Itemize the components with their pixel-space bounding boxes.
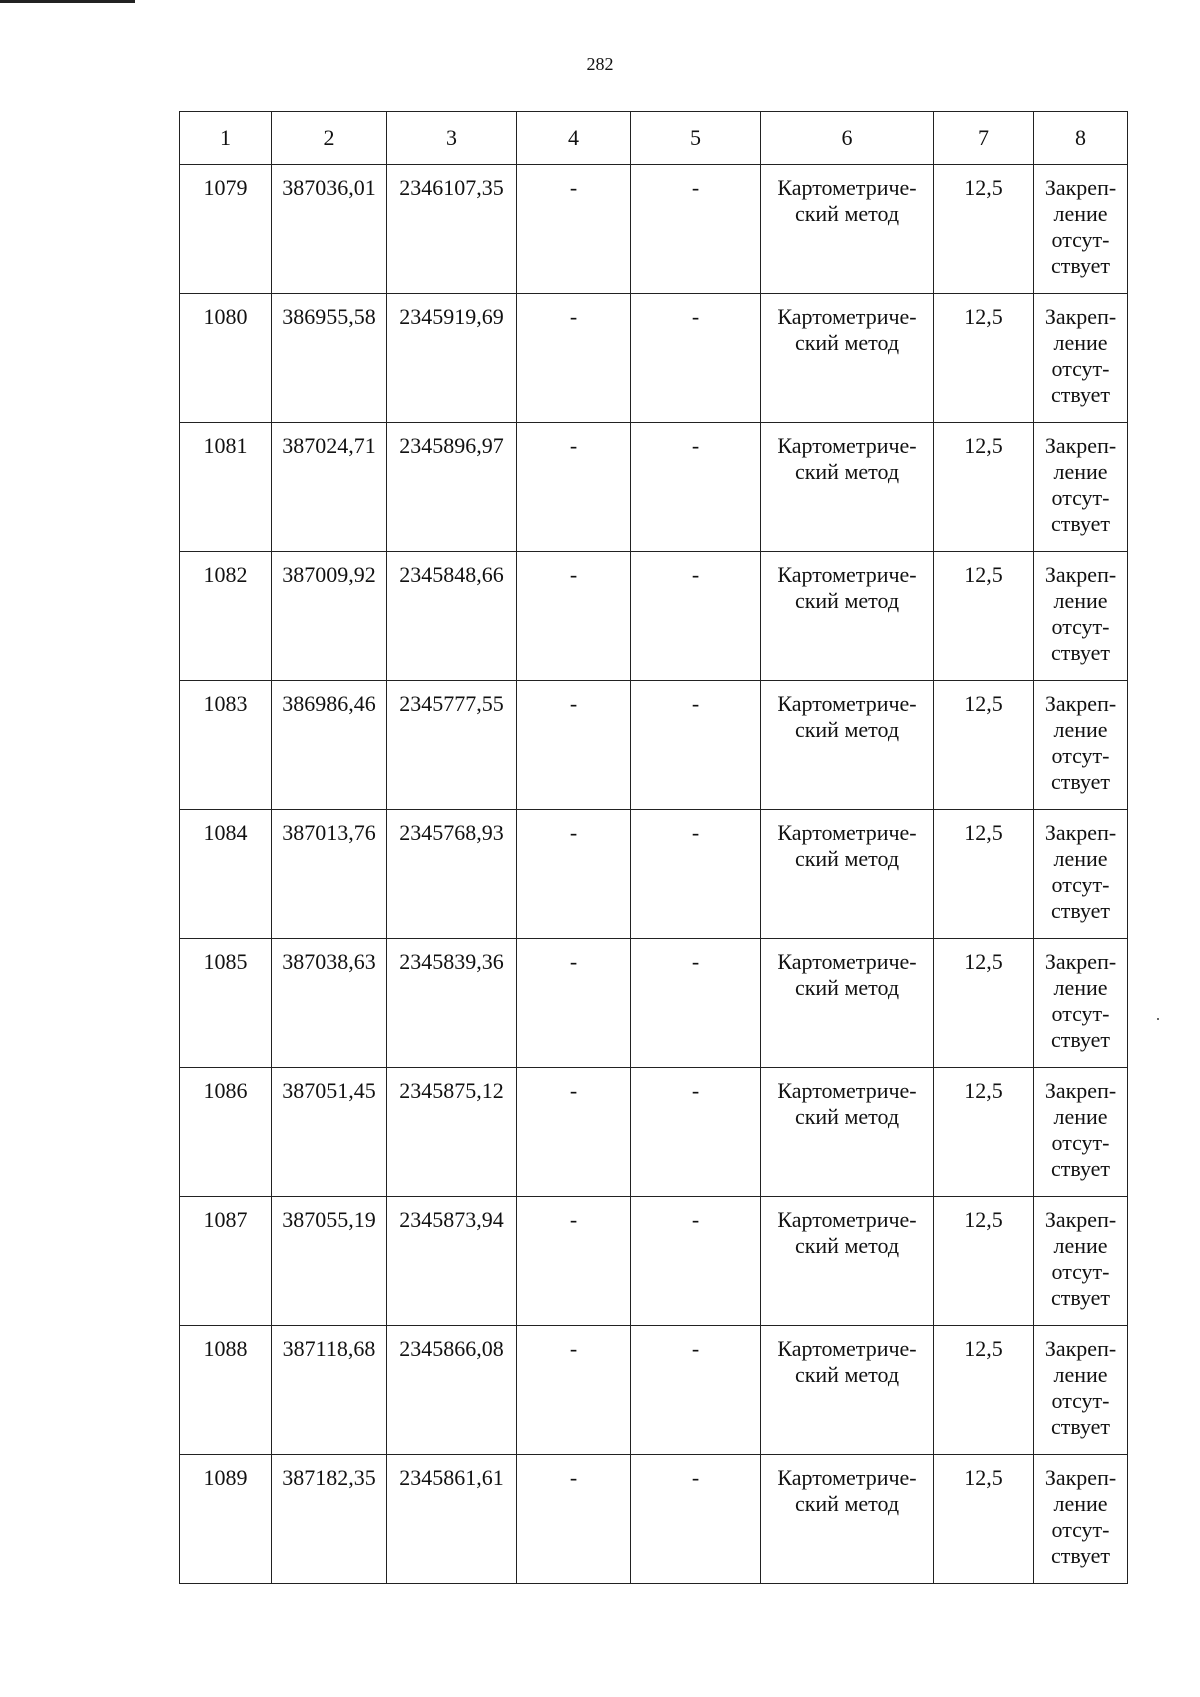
cell-text: - [569, 691, 578, 716]
cell-text: Картометриче- ский метод [777, 562, 917, 613]
table-row [180, 1326, 1128, 1455]
x-coordinate-cell [272, 423, 387, 552]
top-rule [0, 0, 135, 3]
cell-text: 1085 [203, 949, 248, 974]
cell-text: - [569, 175, 578, 200]
x-coordinate-cell [272, 1326, 387, 1455]
cell-text: 2345861,61 [399, 1465, 504, 1490]
coordinates-table [179, 111, 1128, 1584]
point-number-cell [180, 552, 272, 681]
y-coordinate-cell [387, 939, 517, 1068]
method-cell [761, 165, 934, 294]
cell-text: Закреп- ление отсут- ствует [1044, 175, 1117, 278]
column-4-cell [517, 681, 631, 810]
column-header: 8 [1034, 112, 1128, 165]
column-4-cell [517, 1068, 631, 1197]
method-cell [761, 939, 934, 1068]
y-coordinate-cell [387, 681, 517, 810]
column-4-cell [517, 294, 631, 423]
table-row [180, 810, 1128, 939]
cell-text: - [691, 1078, 700, 1103]
method-cell [761, 1326, 934, 1455]
cell-text: 1089 [203, 1465, 248, 1490]
column-header: 4 [517, 112, 631, 165]
cell-text: Закреп- ление отсут- ствует [1044, 1078, 1117, 1181]
cell-text: Картометриче- ский метод [777, 1207, 917, 1258]
column-header: 3 [387, 112, 517, 165]
cell-text: 2345839,36 [399, 949, 504, 974]
column-header: 5 [631, 112, 761, 165]
cell-text: Закреп- ление отсут- ствует [1044, 1336, 1117, 1439]
y-coordinate-cell [387, 1326, 517, 1455]
cell-text: 12,5 [964, 691, 1003, 716]
accuracy-cell [934, 423, 1034, 552]
y-coordinate-cell [387, 1455, 517, 1584]
cell-text: - [691, 949, 700, 974]
accuracy-cell [934, 294, 1034, 423]
column-5-cell [631, 423, 761, 552]
cell-text: - [569, 304, 578, 329]
table-row [180, 552, 1128, 681]
x-coordinate-cell [272, 1068, 387, 1197]
accuracy-cell [934, 165, 1034, 294]
cell-text: Картометриче- ский метод [777, 1078, 917, 1129]
cell-text: - [691, 304, 700, 329]
table-row [180, 165, 1128, 294]
cell-text: - [691, 820, 700, 845]
column-header: 2 [272, 112, 387, 165]
x-coordinate-cell [272, 552, 387, 681]
column-5-cell [631, 810, 761, 939]
column-5-cell [631, 1197, 761, 1326]
fixation-cell [1034, 1068, 1128, 1197]
cell-text: Картометриче- ский метод [777, 691, 917, 742]
y-coordinate-cell [387, 552, 517, 681]
cell-text: 12,5 [964, 1465, 1003, 1490]
column-4-cell [517, 810, 631, 939]
column-5-cell [631, 165, 761, 294]
cell-text: - [569, 562, 578, 587]
cell-text: Картометриче- ский метод [777, 1465, 917, 1516]
y-coordinate-cell [387, 423, 517, 552]
method-cell [761, 1197, 934, 1326]
cell-text: 12,5 [964, 820, 1003, 845]
column-5-cell [631, 1455, 761, 1584]
point-number-cell [180, 681, 272, 810]
column-4-cell [517, 939, 631, 1068]
cell-text: 387051,45 [282, 1078, 376, 1103]
cell-text: 12,5 [964, 949, 1003, 974]
cell-text: 1080 [203, 304, 248, 329]
x-coordinate-cell [272, 1197, 387, 1326]
column-5-cell [631, 939, 761, 1068]
cell-text: 2345875,12 [399, 1078, 504, 1103]
cell-text: 2345866,08 [399, 1336, 504, 1361]
cell-text: 12,5 [964, 175, 1003, 200]
y-coordinate-cell [387, 810, 517, 939]
cell-text: 1082 [203, 562, 248, 587]
page-number: 282 [586, 54, 614, 74]
method-cell [761, 552, 934, 681]
cell-text: 2345848,66 [399, 562, 504, 587]
cell-text: 2346107,35 [399, 175, 504, 200]
point-number-cell [180, 165, 272, 294]
column-4-cell [517, 165, 631, 294]
method-cell [761, 681, 934, 810]
cell-text: Закреп- ление отсут- ствует [1044, 562, 1117, 665]
accuracy-cell [934, 939, 1034, 1068]
fixation-cell [1034, 423, 1128, 552]
table-row [180, 939, 1128, 1068]
table-row [180, 681, 1128, 810]
cell-text: - [569, 949, 578, 974]
cell-text: 12,5 [964, 433, 1003, 458]
column-header: 6 [761, 112, 934, 165]
column-4-cell [517, 1326, 631, 1455]
column-4-cell [517, 1197, 631, 1326]
point-number-cell [180, 423, 272, 552]
cell-text: 2345768,93 [399, 820, 504, 845]
point-number-cell [180, 939, 272, 1068]
cell-text: - [691, 1465, 700, 1490]
x-coordinate-cell [272, 939, 387, 1068]
cell-text: - [569, 1336, 578, 1361]
point-number-cell [180, 810, 272, 939]
method-cell [761, 294, 934, 423]
cell-text: 1083 [203, 691, 248, 716]
cell-text: 386955,58 [282, 304, 376, 329]
cell-text: Картометриче- ский метод [777, 304, 917, 355]
cell-text: - [691, 691, 700, 716]
cell-text: 1088 [203, 1336, 248, 1361]
cell-text: 2345777,55 [399, 691, 504, 716]
fixation-cell [1034, 1455, 1128, 1584]
y-coordinate-cell [387, 1197, 517, 1326]
cell-text: Закреп- ление отсут- ствует [1044, 691, 1117, 794]
fixation-cell [1034, 939, 1128, 1068]
cell-text: 386986,46 [282, 691, 376, 716]
column-5-cell [631, 552, 761, 681]
accuracy-cell [934, 1197, 1034, 1326]
cell-text: 12,5 [964, 304, 1003, 329]
cell-text: - [569, 1078, 578, 1103]
table-header-row [180, 112, 1128, 165]
column-header: 1 [180, 112, 272, 165]
fixation-cell [1034, 552, 1128, 681]
x-coordinate-cell [272, 165, 387, 294]
cell-text: Закреп- ление отсут- ствует [1044, 1465, 1117, 1568]
fixation-cell [1034, 294, 1128, 423]
accuracy-cell [934, 1455, 1034, 1584]
cell-text: Картометриче- ский метод [777, 175, 917, 226]
cell-text: 12,5 [964, 1078, 1003, 1103]
cell-text: Закреп- ление отсут- ствует [1044, 820, 1117, 923]
cell-text: 387024,71 [282, 433, 376, 458]
y-coordinate-cell [387, 294, 517, 423]
point-number-cell [180, 1068, 272, 1197]
cell-text: 1079 [203, 175, 248, 200]
x-coordinate-cell [272, 294, 387, 423]
cell-text: - [691, 433, 700, 458]
column-4-cell [517, 1455, 631, 1584]
cell-text: 387182,35 [282, 1465, 376, 1490]
point-number-cell [180, 1455, 272, 1584]
table-row [180, 1455, 1128, 1584]
cell-text: - [691, 175, 700, 200]
cell-text: - [691, 1336, 700, 1361]
cell-text: 12,5 [964, 1336, 1003, 1361]
table-row [180, 1197, 1128, 1326]
cell-text: 387038,63 [282, 949, 376, 974]
cell-text: 1086 [203, 1078, 248, 1103]
cell-text: Закреп- ление отсут- ствует [1044, 949, 1117, 1052]
column-5-cell [631, 681, 761, 810]
cell-text: Картометриче- ский метод [777, 433, 917, 484]
fixation-cell [1034, 810, 1128, 939]
cell-text: 12,5 [964, 1207, 1003, 1232]
x-coordinate-cell [272, 810, 387, 939]
cell-text: Картометриче- ский метод [777, 949, 917, 1000]
point-number-cell [180, 294, 272, 423]
cell-text: Закреп- ление отсут- ствует [1044, 1207, 1117, 1310]
cell-text: 387055,19 [282, 1207, 376, 1232]
method-cell [761, 1455, 934, 1584]
accuracy-cell [934, 1326, 1034, 1455]
cell-text: Закреп- ление отсут- ствует [1044, 433, 1117, 536]
cell-text: - [569, 1207, 578, 1232]
fixation-cell [1034, 1197, 1128, 1326]
fixation-cell [1034, 165, 1128, 294]
table-row [180, 1068, 1128, 1197]
table-body [180, 165, 1128, 1584]
y-coordinate-cell [387, 165, 517, 294]
y-coordinate-cell [387, 1068, 517, 1197]
column-header: 7 [934, 112, 1034, 165]
cell-text: - [691, 562, 700, 587]
accuracy-cell [934, 681, 1034, 810]
column-4-cell [517, 552, 631, 681]
cell-text: 12,5 [964, 562, 1003, 587]
cell-text: - [569, 433, 578, 458]
accuracy-cell [934, 552, 1034, 681]
cell-text: 2345873,94 [399, 1207, 504, 1232]
cell-text: 2345896,97 [399, 433, 504, 458]
fixation-cell [1034, 681, 1128, 810]
cell-text: 387013,76 [282, 820, 376, 845]
method-cell [761, 810, 934, 939]
x-coordinate-cell [272, 681, 387, 810]
scan-speck [1157, 1018, 1159, 1020]
cell-text: Картометриче- ский метод [777, 820, 917, 871]
column-5-cell [631, 294, 761, 423]
table-row [180, 294, 1128, 423]
accuracy-cell [934, 1068, 1034, 1197]
point-number-cell [180, 1197, 272, 1326]
table-row [180, 423, 1128, 552]
method-cell [761, 423, 934, 552]
column-4-cell [517, 423, 631, 552]
column-5-cell [631, 1068, 761, 1197]
x-coordinate-cell [272, 1455, 387, 1584]
fixation-cell [1034, 1326, 1128, 1455]
cell-text: 1087 [203, 1207, 248, 1232]
cell-text: - [691, 1207, 700, 1232]
point-number-cell [180, 1326, 272, 1455]
cell-text: 2345919,69 [399, 304, 504, 329]
cell-text: Закреп- ление отсут- ствует [1044, 304, 1117, 407]
cell-text: - [569, 1465, 578, 1490]
column-5-cell [631, 1326, 761, 1455]
cell-text: 1081 [203, 433, 248, 458]
accuracy-cell [934, 810, 1034, 939]
cell-text: 387036,01 [282, 175, 376, 200]
cell-text: 387118,68 [282, 1336, 376, 1361]
method-cell [761, 1068, 934, 1197]
cell-text: 1084 [203, 820, 248, 845]
cell-text: Картометриче- ский метод [777, 1336, 917, 1387]
cell-text: - [569, 820, 578, 845]
cell-text: 387009,92 [282, 562, 376, 587]
